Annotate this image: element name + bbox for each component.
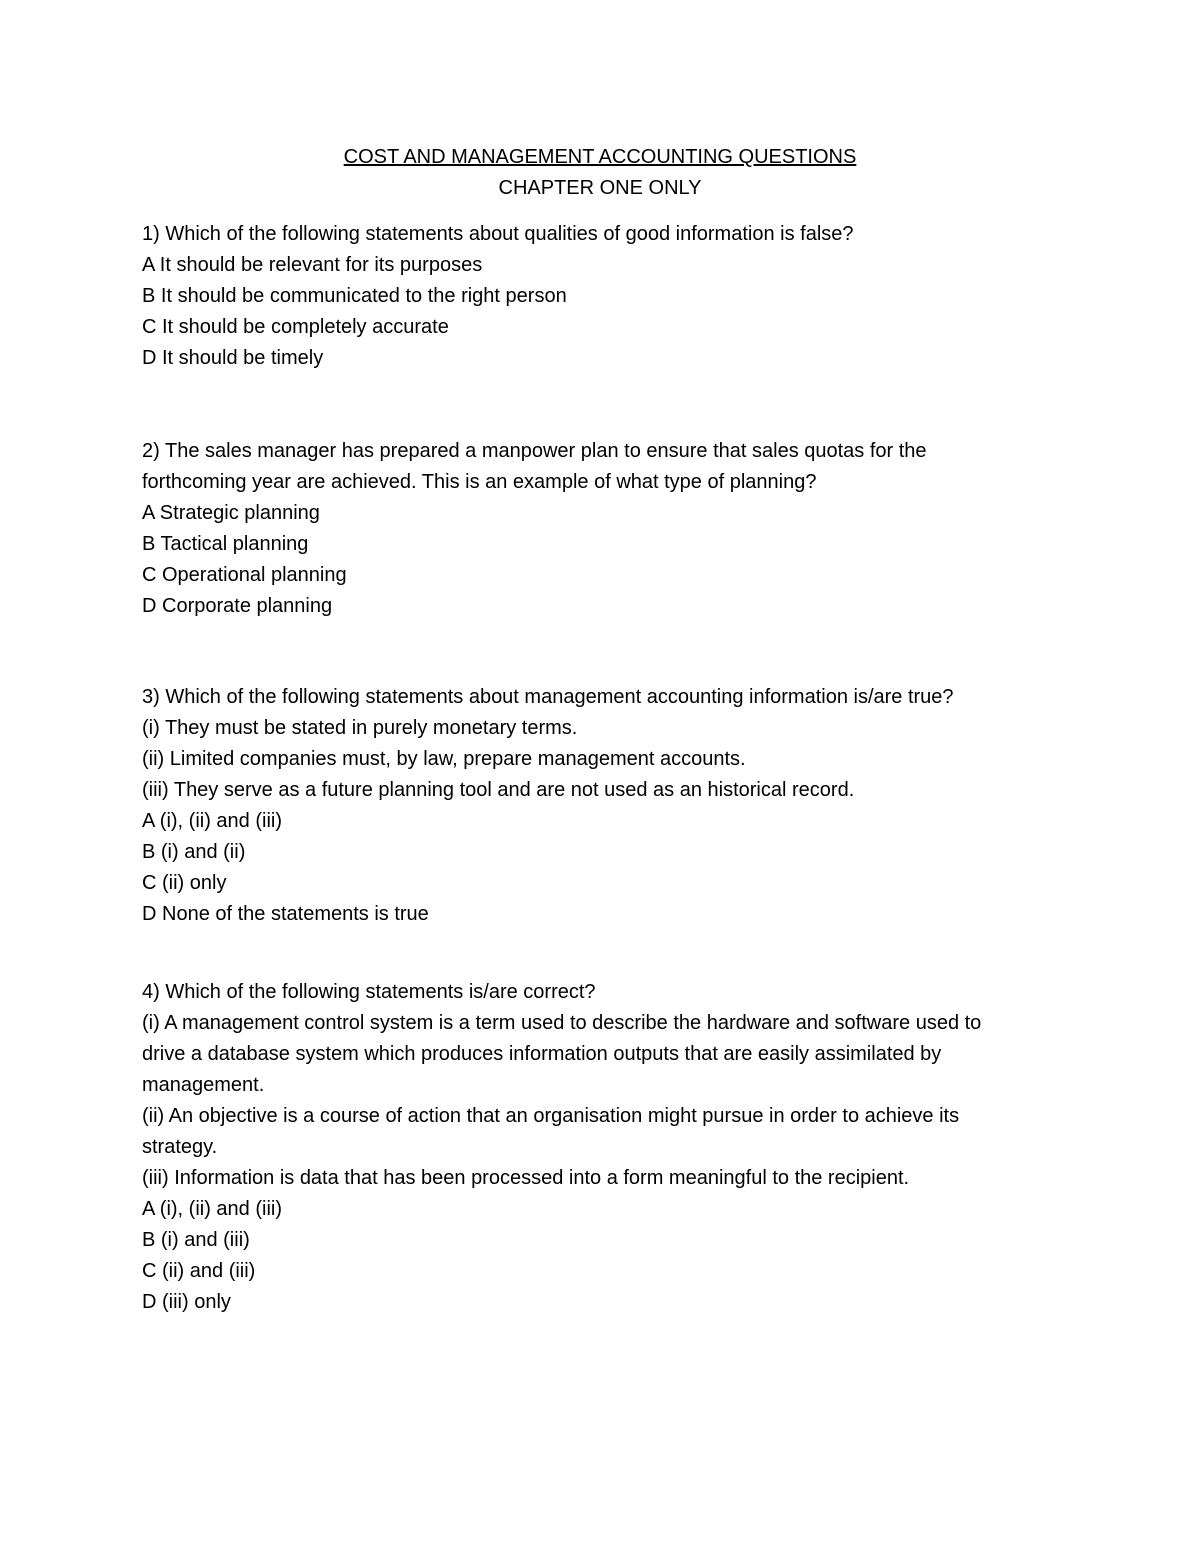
question-4-option-c: C (ii) and (iii): [142, 1260, 256, 1282]
question-3: [142, 682, 1072, 930]
question-4-text: 4) Which of the following statements is/are correct?: [142, 981, 596, 1003]
question-2-option-b: B Tactical planning: [142, 533, 309, 555]
question-4-option-b: B (i) and (iii): [142, 1229, 250, 1251]
question-3-statement-ii: (ii) Limited companies must, by law, prepare management accounts.: [142, 748, 746, 770]
question-1-option-d: D It should be timely: [142, 347, 324, 369]
question-1-option-c: C It should be completely accurate: [142, 316, 449, 338]
question-3-statement-iii: (iii) They serve as a future planning tool and are not used as an historical record.: [142, 779, 855, 801]
question-3-option-a: A (i), (ii) and (iii): [142, 810, 283, 832]
question-2-option-c: C Operational planning: [142, 564, 347, 586]
document-subtitle: CHAPTER ONE ONLY: [498, 177, 702, 199]
question-2-option-d: D Corporate planning: [142, 595, 333, 617]
question-3-option-b: B (i) and (ii): [142, 841, 246, 863]
question-3-statement-i: (i) They must be stated in purely monetary terms.: [142, 717, 578, 739]
question-2-text: 2) The sales manager has prepared a manpower plan to ensure that sales quotas for the: [142, 440, 927, 462]
question-3-text: 3) Which of the following statements about management accounting information is/are true?: [142, 686, 954, 708]
question-4-statement-ii: (ii) An objective is a course of action that an organisation might pursue in order to achieve its: [142, 1105, 960, 1127]
question-3-option-c: C (ii) only: [142, 872, 227, 894]
question-4-option-a: A (i), (ii) and (iii): [142, 1198, 283, 1220]
question-4-statement-ii-end: strategy.: [142, 1136, 218, 1158]
question-4-statement-iii: (iii) Information is data that has been processed into a form meaningful to the recipient.: [142, 1167, 910, 1189]
question-4-statement-i: (i) A management control system is a term used to describe the hardware and software used to: [142, 1012, 982, 1034]
document-title: COST AND MANAGEMENT ACCOUNTING QUESTIONS: [343, 146, 857, 168]
question-4-statement-i-end: management.: [142, 1074, 265, 1096]
question-4-option-d: D (iii) only: [142, 1291, 231, 1313]
question-2-option-a: A Strategic planning: [142, 502, 320, 524]
question-1: [142, 219, 1072, 374]
question-4: [142, 977, 1072, 1318]
question-1-option-b: B It should be communicated to the right person: [142, 285, 567, 307]
question-2: [142, 436, 1072, 622]
question-1-option-a: A It should be relevant for its purposes: [142, 254, 483, 276]
question-1-text: 1) Which of the following statements about qualities of good information is false?: [142, 223, 854, 245]
question-2-text-cont: forthcoming year are achieved. This is an example of what type of planning?: [142, 471, 817, 493]
question-4-statement-i-cont: drive a database system which produces information outputs that are easily assimilated by: [142, 1043, 942, 1065]
question-3-option-d: D None of the statements is true: [142, 903, 429, 925]
